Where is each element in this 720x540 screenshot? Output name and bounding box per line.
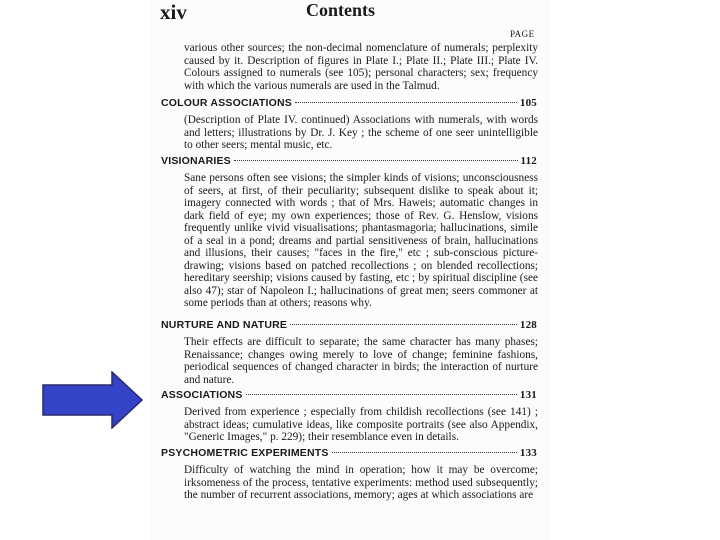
- section-description: (Description of Plate IV. continued) Associations with numerals, with words and letters; illustrations by Dr. J. Key ; the scheme of one seer unintelligible to other seers; mental music, etc.: [184, 114, 538, 151]
- section-title: ASSOCIATIONS: [161, 389, 243, 401]
- section-description: Derived from experience ; especially from childish recollections (see 141) ; abstract ideas; cumulative ideas, like composite portraits (see also Appendix, "Generic Images," p. 229); their resemblance even in details.: [184, 406, 538, 443]
- page-title: Contents: [306, 0, 376, 20]
- section-description: Their effects are difficult to separate; the same character has many phases; Renaissance; changes owing merely to love of change; feminine fashions, periodical sequences of changed character in birds; the interaction of nurture and nature.: [184, 336, 538, 386]
- section-title: VISIONARIES: [161, 155, 231, 167]
- leader-dots: [246, 394, 517, 395]
- section-title: NURTURE AND NATURE: [161, 319, 288, 331]
- page-number: xiv: [160, 0, 187, 24]
- section-page: 112: [520, 155, 537, 167]
- section-page: 131: [519, 389, 537, 401]
- section-heading-associations: [161, 389, 537, 403]
- section-heading-visionaries: [161, 155, 537, 169]
- section-page: 105: [519, 97, 537, 109]
- page-column-label: PAGE: [510, 29, 535, 39]
- intro-paragraph: various other sources; the non-decimal nomenclature of numerals; perplexity caused by it. Description of figures in Plate I.; Plate II.; Plate III.; Plate IV. Colours assigned to numerals (see 105); personal characters; sex; frequency with which the various numerals are used in the Talmud.: [184, 42, 538, 92]
- section-page: 128: [519, 319, 537, 331]
- leader-dots: [295, 102, 517, 103]
- section-heading-colour-associations: [161, 97, 537, 111]
- section-heading-nurture-and-nature: [161, 319, 537, 333]
- section-heading-psychometric-experiments: [161, 447, 537, 461]
- section-title: COLOUR ASSOCIATIONS: [161, 97, 292, 109]
- section-page: 133: [519, 447, 537, 459]
- section-description: Sane persons often see visions; the simpler kinds of visions; unconsciousness of seers, at first, of their peculiarity; subsequent dislike to speak about it; imagery connected with words ; that of Mrs. Haweis; automatic changes in dark field of eye; my own experiences; those of Rev. G. Henslow, visions frequently unlike vivid visualisations; phantasmagoria; hallucinations, simile of a seal in a pond; dreams and partial sensitiveness of brain, hallucinations and illusions, their causes; "faces in the fire," etc ; sub-conscious picture-drawing; visions based on patched recollections ; on blended recollections; hereditary seership; visions caused by fasting, etc ; by spiritual discipline (see also 47); star of Napoleon I.; hallucinations of great men; seers commoner at some periods than at others; reasons why.: [184, 172, 538, 309]
- leader-dots: [290, 324, 517, 325]
- section-description: Difficulty of watching the mind in operation; how it may be overcome; irksomeness of the process, tentative experiments: method used subsequently; the number of recurrent associations, memory; ages at which associations are: [184, 464, 538, 501]
- leader-dots: [332, 452, 517, 453]
- pointer-arrow-icon: [42, 371, 144, 429]
- leader-dots: [234, 160, 518, 161]
- section-title: PSYCHOMETRIC EXPERIMENTS: [161, 447, 329, 459]
